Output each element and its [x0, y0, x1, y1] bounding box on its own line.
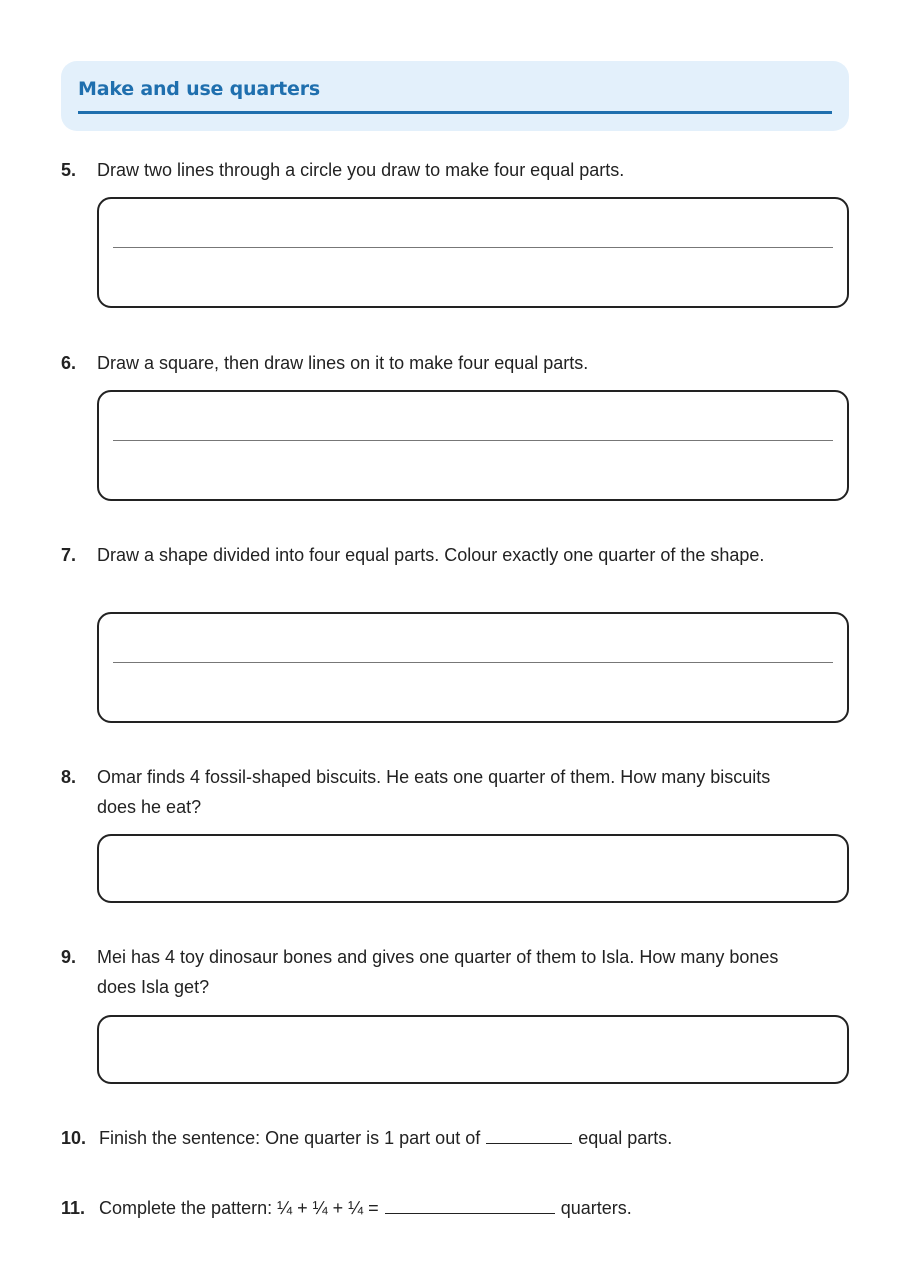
- question-text-before: Finish the sentence: One quarter is 1 part out of: [99, 1128, 481, 1148]
- question-number: 7.: [61, 545, 77, 565]
- guide-line: [113, 662, 833, 663]
- question-number: 11.: [61, 1198, 86, 1218]
- question-text-after: equal parts.: [578, 1128, 673, 1148]
- question-text: Omar finds 4 fossil-shaped biscuits. He eats one quarter of them. How many biscuits does he eat?: [97, 767, 771, 817]
- question-text: Draw a square, then draw lines on it to make four equal parts.: [97, 353, 589, 373]
- question-number: 8.: [61, 767, 77, 787]
- title-underline: [78, 111, 832, 114]
- answer-box-9[interactable]: [97, 1015, 849, 1084]
- question-number: 6.: [61, 353, 77, 373]
- question-number: 9.: [61, 947, 77, 967]
- question-number: 10.: [61, 1128, 87, 1148]
- question-text: [99, 1193, 821, 1223]
- question-9: [61, 942, 821, 1002]
- fill-in-blank[interactable]: [486, 1125, 572, 1144]
- question-text-before: Complete the pattern: ¼ + ¼ + ¼ =: [99, 1198, 379, 1218]
- question-6: [61, 348, 821, 378]
- question-text: Mei has 4 toy dinosaur bones and gives one quarter of them to Isla. How many bones does Isla get?: [97, 947, 779, 997]
- guide-line: [113, 247, 833, 248]
- question-number: 5.: [61, 160, 77, 180]
- answer-box-7[interactable]: [97, 612, 849, 723]
- guide-line: [113, 440, 833, 441]
- question-text: Draw two lines through a circle you draw to make four equal parts.: [97, 160, 625, 180]
- answer-box-5[interactable]: [97, 197, 849, 308]
- question-8: [61, 762, 801, 822]
- question-text-after: quarters.: [560, 1198, 632, 1218]
- question-text: Draw a shape divided into four equal parts. Colour exactly one quarter of the shape.: [97, 545, 765, 565]
- section-title: Make and use quarters: [78, 78, 321, 100]
- question-text: [99, 1123, 821, 1153]
- question-11: [61, 1193, 821, 1223]
- answer-box-6[interactable]: [97, 390, 849, 501]
- fill-in-blank[interactable]: [385, 1195, 555, 1214]
- question-10: [61, 1123, 821, 1153]
- question-7: [61, 540, 801, 570]
- question-5: [61, 155, 821, 185]
- answer-box-8[interactable]: [97, 834, 849, 903]
- section-header: [61, 61, 849, 131]
